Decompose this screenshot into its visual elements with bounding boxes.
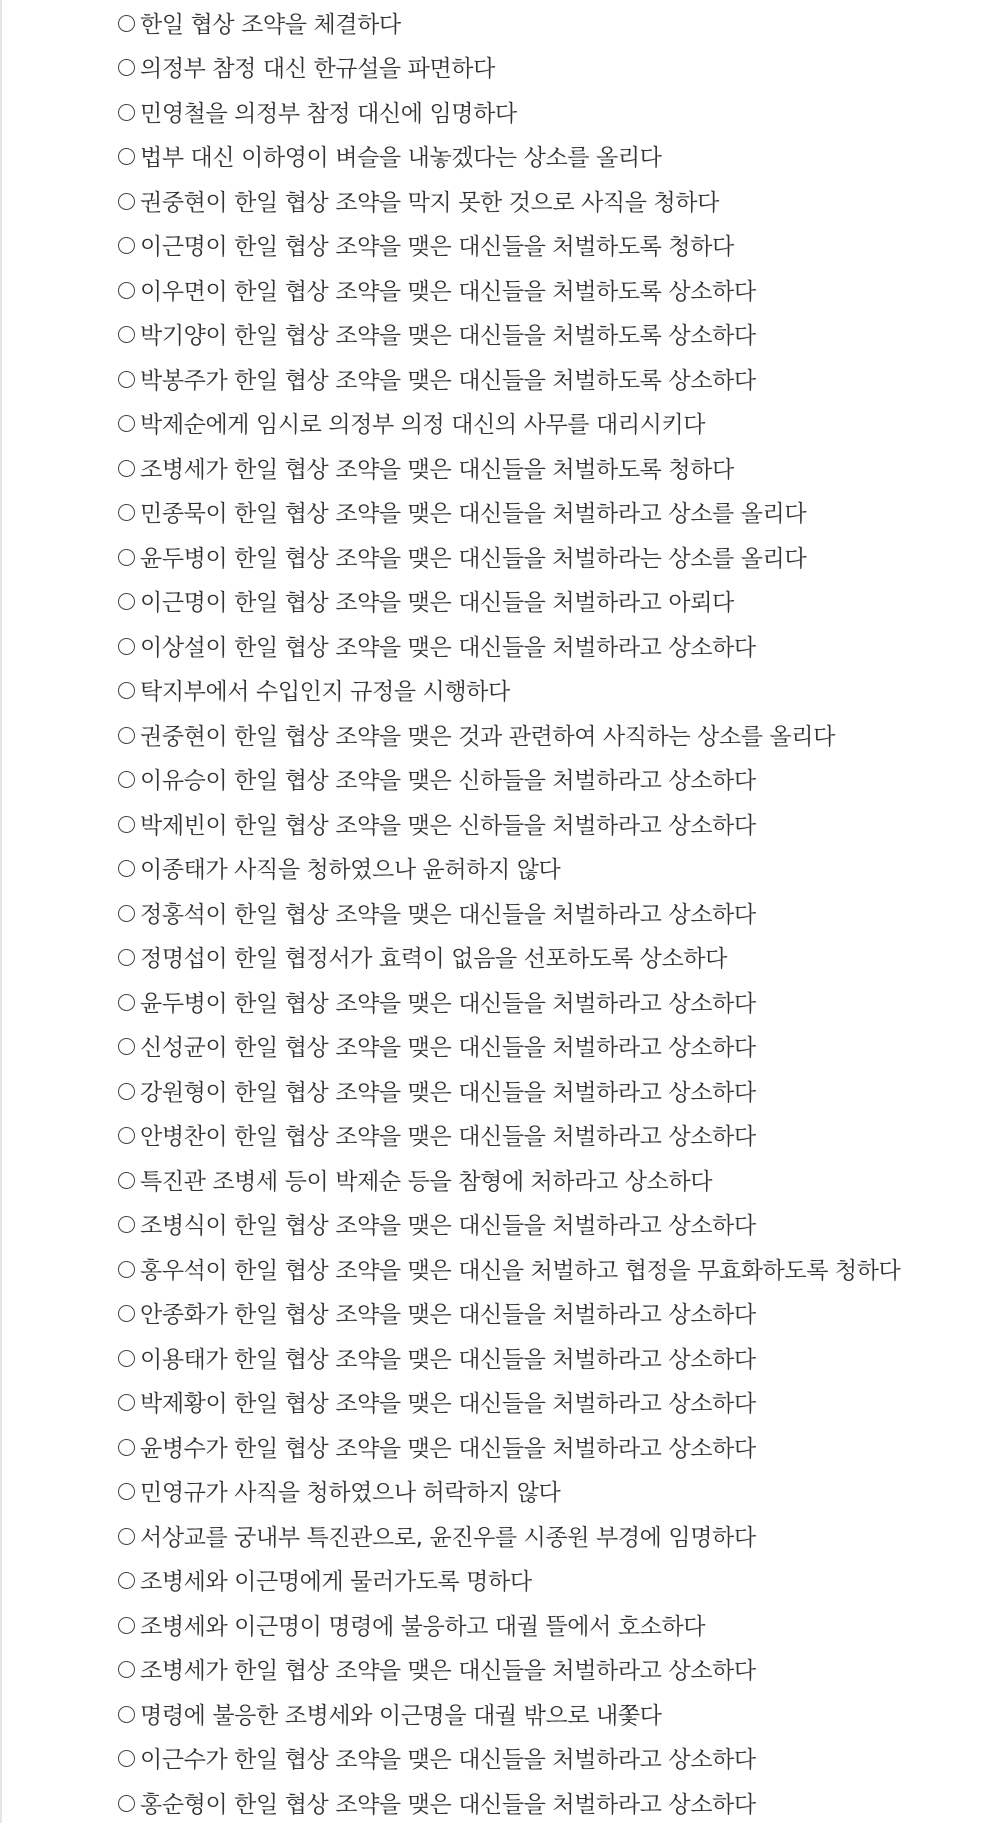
- list-item[interactable]: [118, 0, 998, 45]
- list-item[interactable]: [118, 1602, 998, 1647]
- circle-bullet-icon: [118, 1795, 135, 1812]
- list-item[interactable]: [118, 1380, 998, 1425]
- circle-bullet-icon: [118, 193, 135, 210]
- circle-bullet-icon: [118, 1572, 135, 1589]
- circle-bullet-icon: [118, 994, 135, 1011]
- list-item[interactable]: [118, 267, 998, 312]
- list-item[interactable]: [118, 1691, 998, 1736]
- circle-bullet-icon: [118, 638, 135, 655]
- list-item-text[interactable]: 이상설이 한일 협상 조약을 맺은 대신들을 처벌하라고 상소하다: [140, 634, 756, 661]
- list-item-text[interactable]: 의정부 참정 대신 한규설을 파면하다: [140, 56, 495, 83]
- circle-bullet-icon: [118, 1528, 135, 1545]
- circle-bullet-icon: [118, 1661, 135, 1678]
- list-item-text[interactable]: 권중현이 한일 협상 조약을 맺은 것과 관련하여 사직하는 상소를 올리다: [140, 723, 835, 750]
- circle-bullet-icon: [118, 1172, 135, 1189]
- list-item[interactable]: [118, 1469, 998, 1514]
- circle-bullet-icon: [118, 682, 135, 699]
- list-item-text[interactable]: 조병세와 이근명에게 물러가도록 명하다: [140, 1569, 532, 1596]
- list-item[interactable]: [118, 890, 998, 935]
- list-item-text[interactable]: 조병식이 한일 협상 조약을 맺은 대신들을 처벌하라고 상소하다: [140, 1213, 756, 1240]
- list-item[interactable]: [118, 846, 998, 891]
- list-item-text[interactable]: 민영철을 의정부 참정 대신에 임명하다: [140, 100, 517, 127]
- circle-bullet-icon: [118, 549, 135, 566]
- list-item-text[interactable]: 강원형이 한일 협상 조약을 맺은 대신들을 처벌하라고 상소하다: [140, 1079, 756, 1106]
- circle-bullet-icon: [118, 816, 135, 833]
- circle-bullet-icon: [118, 326, 135, 343]
- list-item-text[interactable]: 법부 대신 이하영이 벼슬을 내놓겠다는 상소를 올리다: [140, 145, 662, 172]
- list-item[interactable]: [118, 401, 998, 446]
- list-item[interactable]: [118, 668, 998, 713]
- circle-bullet-icon: [118, 1261, 135, 1278]
- list-item-text[interactable]: 이우면이 한일 협상 조약을 맺은 대신들을 처벌하도록 상소하다: [140, 278, 756, 305]
- circle-bullet-icon: [118, 1305, 135, 1322]
- circle-bullet-icon: [118, 504, 135, 521]
- circle-bullet-icon: [118, 860, 135, 877]
- list-item[interactable]: [118, 712, 998, 757]
- list-item[interactable]: [118, 134, 998, 179]
- list-item[interactable]: [118, 1736, 998, 1781]
- list-item[interactable]: [118, 801, 998, 846]
- list-item-text[interactable]: 조병세가 한일 협상 조약을 맺은 대신들을 처벌하라고 상소하다: [140, 1658, 756, 1685]
- list-item[interactable]: [118, 1558, 998, 1603]
- list-item-text[interactable]: 권중현이 한일 협상 조약을 막지 못한 것으로 사직을 청하다: [140, 189, 719, 216]
- list-item-text[interactable]: 이유승이 한일 협상 조약을 맺은 신하들을 처벌하라고 상소하다: [140, 768, 756, 795]
- circle-bullet-icon: [118, 104, 135, 121]
- circle-bullet-icon: [118, 148, 135, 165]
- circle-bullet-icon: [118, 727, 135, 744]
- list-item-text[interactable]: 조병세가 한일 협상 조약을 맺은 대신들을 처벌하도록 청하다: [140, 456, 734, 483]
- circle-bullet-icon: [118, 1038, 135, 1055]
- list-item-text[interactable]: 윤병수가 한일 협상 조약을 맺은 대신들을 처벌하라고 상소하다: [140, 1435, 756, 1462]
- list-item-text[interactable]: 정홍석이 한일 협상 조약을 맺은 대신들을 처벌하라고 상소하다: [140, 901, 756, 928]
- circle-bullet-icon: [118, 1750, 135, 1767]
- list-item[interactable]: [118, 1246, 998, 1291]
- list-item-text[interactable]: 이용태가 한일 협상 조약을 맺은 대신들을 처벌하라고 상소하다: [140, 1346, 756, 1373]
- circle-bullet-icon: [118, 1350, 135, 1367]
- list-item-text[interactable]: 이근명이 한일 협상 조약을 맺은 대신들을 처벌하라고 아뢰다: [140, 590, 734, 617]
- list-item[interactable]: [118, 757, 998, 802]
- list-item-text[interactable]: 홍순형이 한일 협상 조약을 맺은 대신들을 처벌하라고 상소하다: [140, 1791, 756, 1818]
- circle-bullet-icon: [118, 460, 135, 477]
- list-item-text[interactable]: 윤두병이 한일 협상 조약을 맺은 대신들을 처벌하라는 상소를 올리다: [140, 545, 807, 572]
- circle-bullet-icon: [118, 1706, 135, 1723]
- list-item-text[interactable]: 조병세와 이근명이 명령에 불응하고 대궐 뜰에서 호소하다: [140, 1613, 706, 1640]
- circle-bullet-icon: [118, 1216, 135, 1233]
- circle-bullet-icon: [118, 15, 135, 32]
- list-item[interactable]: [118, 223, 998, 268]
- circle-bullet-icon: [118, 282, 135, 299]
- list-item-text[interactable]: 한일 협상 조약을 체결하다: [140, 11, 401, 38]
- list-item[interactable]: [118, 1068, 998, 1113]
- list-item-text[interactable]: 민종묵이 한일 협상 조약을 맺은 대신들을 처벌하라고 상소를 올리다: [140, 501, 807, 528]
- list-item[interactable]: [118, 89, 998, 134]
- circle-bullet-icon: [118, 1083, 135, 1100]
- circle-bullet-icon: [118, 59, 135, 76]
- left-border: [0, 0, 2, 1823]
- list-item-text[interactable]: 정명섭이 한일 협정서가 효력이 없음을 선포하도록 상소하다: [140, 946, 727, 973]
- list-item-text[interactable]: 신성균이 한일 협상 조약을 맺은 대신들을 처벌하라고 상소하다: [140, 1035, 756, 1062]
- list-item-text[interactable]: 박제순에게 임시로 의정부 의정 대신의 사무를 대리시키다: [140, 412, 706, 439]
- circle-bullet-icon: [118, 1483, 135, 1500]
- list-item[interactable]: [118, 356, 998, 401]
- list-item[interactable]: [118, 1202, 998, 1247]
- list-item[interactable]: [118, 1424, 998, 1469]
- list-item[interactable]: [118, 534, 998, 579]
- list-item-text[interactable]: 안병찬이 한일 협상 조약을 맺은 대신들을 처벌하라고 상소하다: [140, 1124, 756, 1151]
- list-item-text[interactable]: 박제황이 한일 협상 조약을 맺은 대신들을 처벌하라고 상소하다: [140, 1391, 756, 1418]
- circle-bullet-icon: [118, 415, 135, 432]
- circle-bullet-icon: [118, 371, 135, 388]
- list-item[interactable]: [118, 45, 998, 90]
- list-item[interactable]: [118, 623, 998, 668]
- circle-bullet-icon: [118, 905, 135, 922]
- circle-bullet-icon: [118, 949, 135, 966]
- list-item[interactable]: [118, 1157, 998, 1202]
- list-item-text[interactable]: 박봉주가 한일 협상 조약을 맺은 대신들을 처벌하도록 상소하다: [140, 367, 756, 394]
- list-item-text[interactable]: 서상교를 궁내부 특진관으로, 윤진우를 시종원 부경에 임명하다: [140, 1524, 756, 1551]
- list-item[interactable]: [118, 178, 998, 223]
- circle-bullet-icon: [118, 237, 135, 254]
- list-item-text[interactable]: 민영규가 사직을 청하였으나 허락하지 않다: [140, 1480, 561, 1507]
- list-item[interactable]: [118, 1024, 998, 1069]
- list-item[interactable]: [118, 312, 998, 357]
- list-item[interactable]: [118, 1513, 998, 1558]
- list-item[interactable]: [118, 935, 998, 980]
- list-item[interactable]: [118, 1291, 998, 1336]
- list-item-text[interactable]: 박기양이 한일 협상 조약을 맺은 대신들을 처벌하도록 상소하다: [140, 323, 756, 350]
- circle-bullet-icon: [118, 593, 135, 610]
- circle-bullet-icon: [118, 771, 135, 788]
- list-item-text[interactable]: 특진관 조병세 등이 박제순 등을 참형에 처하라고 상소하다: [140, 1168, 713, 1195]
- list-item[interactable]: [118, 490, 998, 535]
- list-item-text[interactable]: 명령에 불응한 조병세와 이근명을 대궐 밖으로 내쫓다: [140, 1702, 662, 1729]
- circle-bullet-icon: [118, 1439, 135, 1456]
- circle-bullet-icon: [118, 1617, 135, 1634]
- list-item-text[interactable]: 홍우석이 한일 협상 조약을 맺은 대신을 처벌하고 협정을 무효화하도록 청하다: [140, 1257, 901, 1284]
- list-item[interactable]: [118, 1780, 998, 1825]
- list-item-text[interactable]: 이근명이 한일 협상 조약을 맺은 대신들을 처벌하도록 청하다: [140, 234, 734, 261]
- list-item-text[interactable]: 탁지부에서 수입인지 규정을 시행하다: [140, 679, 510, 706]
- circle-bullet-icon: [118, 1394, 135, 1411]
- list-item-text[interactable]: 이종태가 사직을 청하였으나 윤허하지 않다: [140, 857, 561, 884]
- list-item[interactable]: [118, 979, 998, 1024]
- list-item[interactable]: [118, 1335, 998, 1380]
- circle-bullet-icon: [118, 1127, 135, 1144]
- list-item[interactable]: [118, 1113, 998, 1158]
- list-item-text[interactable]: 안종화가 한일 협상 조약을 맺은 대신들을 처벌하라고 상소하다: [140, 1302, 756, 1329]
- list-item[interactable]: [118, 1647, 998, 1692]
- list-item-text[interactable]: 이근수가 한일 협상 조약을 맺은 대신들을 처벌하라고 상소하다: [140, 1747, 756, 1774]
- list-item[interactable]: [118, 579, 998, 624]
- list-item[interactable]: [118, 445, 998, 490]
- record-list: [118, 0, 998, 1825]
- list-item-text[interactable]: 윤두병이 한일 협상 조약을 맺은 대신들을 처벌하라고 상소하다: [140, 990, 756, 1017]
- list-item-text[interactable]: 박제빈이 한일 협상 조약을 맺은 신하들을 처벌하라고 상소하다: [140, 812, 756, 839]
